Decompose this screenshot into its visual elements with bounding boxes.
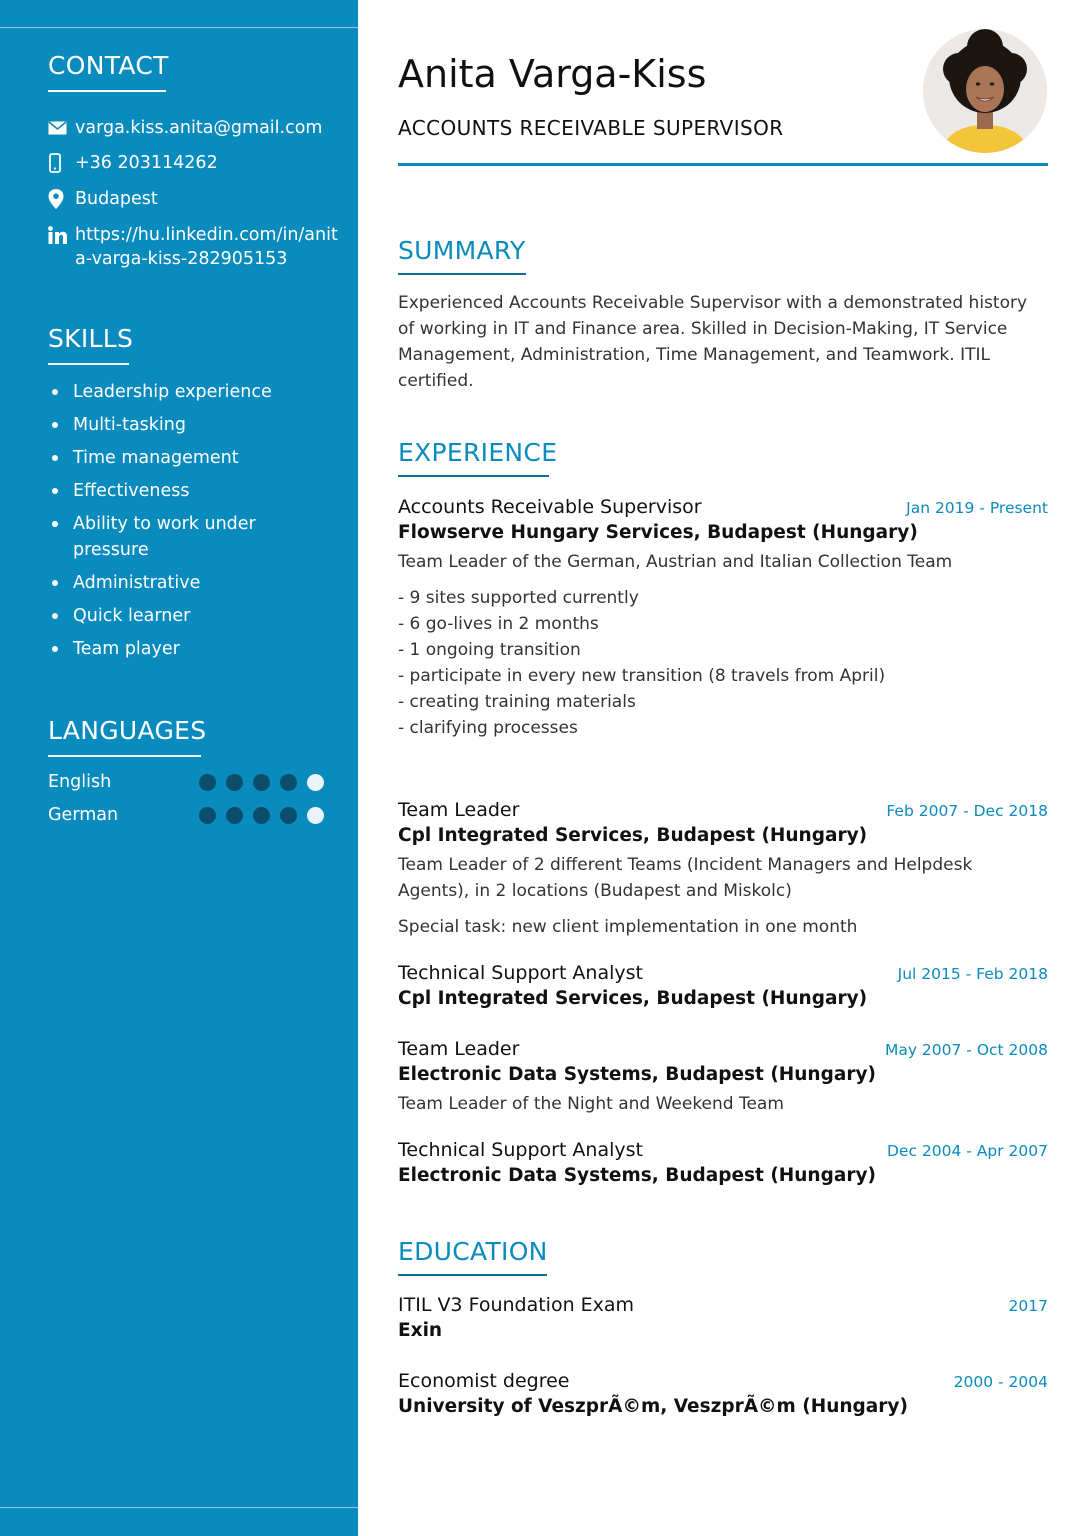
level-dot-empty [307, 774, 324, 791]
job-description: Team Leader of the Night and Weekend Team [398, 1094, 784, 1114]
level-dot-empty [307, 807, 324, 824]
language-level-dots [199, 774, 324, 791]
skills-heading-underline [48, 363, 129, 365]
skills-heading: SKILLS [48, 324, 134, 353]
education-entry [398, 1293, 1048, 1343]
language-row [48, 805, 324, 825]
job-bullet: - 9 sites supported currently [398, 588, 639, 608]
sidebar-bottom-divider [0, 1507, 358, 1508]
education-title: Economist degree [398, 1370, 570, 1392]
job-title: Team Leader [398, 799, 520, 821]
job-date: Dec 2004 - Apr 2007 [886, 1142, 1048, 1160]
skill-item: Administrative [48, 570, 338, 596]
job-date: Feb 2007 - Dec 2018 [886, 802, 1048, 820]
experience-entry [398, 1037, 1048, 1117]
phone-icon [48, 151, 75, 175]
level-dot-filled [226, 807, 243, 824]
skill-item: Multi-tasking [48, 412, 338, 438]
job-bullet: - 6 go-lives in 2 months [398, 614, 599, 634]
languages-heading: LANGUAGES [48, 716, 207, 745]
location-pin-icon [48, 187, 75, 211]
location-text: Budapest [75, 189, 158, 209]
education-org: Exin [398, 1320, 443, 1341]
level-dot-filled [280, 774, 297, 791]
experience-heading: EXPERIENCE [398, 438, 558, 467]
skill-item: Quick learner [48, 603, 338, 629]
level-dot-filled [226, 774, 243, 791]
contact-linkedin[interactable] [48, 223, 338, 271]
contact-location [48, 187, 338, 211]
job-org: Cpl Integrated Services, Budapest (Hungary) [398, 988, 868, 1009]
job-description: Special task: new client implementation in one month [398, 917, 858, 937]
experience-entry [398, 1138, 1048, 1188]
job-bullets [398, 585, 1048, 741]
job-date: Jan 2019 - Present [906, 499, 1048, 517]
sidebar-top-divider [0, 27, 358, 28]
job-date: Jul 2015 - Feb 2018 [897, 965, 1048, 983]
experience-heading-underline [398, 475, 549, 477]
job-description: Team Leader of 2 different Teams (Incident Managers and Helpdesk Agents), in 2 locations (Budapest and Miskolc) [398, 855, 973, 901]
contact-heading: CONTACT [48, 51, 169, 80]
contact-email[interactable] [48, 116, 338, 140]
job-title: Team Leader [398, 1038, 520, 1060]
language-name: English [48, 772, 112, 792]
skill-item: Leadership experience [48, 379, 338, 405]
job-bullet: - participate in every new transition (8 travels from April) [398, 666, 886, 686]
phone-text: +36 203114262 [75, 153, 218, 173]
skills-list [48, 379, 338, 669]
experience-entry [398, 961, 1048, 1011]
job-org: Flowserve Hungary Services, Budapest (Hungary) [398, 522, 918, 543]
job-bullet: - 1 ongoing transition [398, 640, 581, 660]
contact-heading-underline [48, 90, 166, 92]
language-row [48, 772, 324, 792]
job-bullet: - creating training materials [398, 692, 636, 712]
profile-photo [923, 29, 1047, 153]
education-title: ITIL V3 Foundation Exam [398, 1294, 635, 1316]
envelope-icon [48, 116, 75, 140]
contact-phone[interactable] [48, 151, 338, 175]
job-org: Electronic Data Systems, Budapest (Hungary) [398, 1064, 876, 1085]
job-date: May 2007 - Oct 2008 [884, 1041, 1048, 1059]
job-description: Team Leader of the German, Austrian and Italian Collection Team [398, 552, 953, 572]
job-bullet: - clarifying processes [398, 718, 578, 738]
skill-item: Time management [48, 445, 338, 471]
education-org: University of VeszprÃ©m, VeszprÃ©m (Hungary) [398, 1396, 908, 1417]
level-dot-filled [199, 807, 216, 824]
header-divider [398, 163, 1048, 166]
education-date: 2017 [1008, 1297, 1048, 1315]
summary-text: Experienced Accounts Receivable Supervisor with a demonstrated history of working in IT and Finance area. Skilled in Decision-Making, IT Service Management, Administration, Time Management, and Teamwork. ITIL certified. [398, 293, 1028, 391]
job-title: Accounts Receivable Supervisor [398, 496, 702, 518]
job-title: Technical Support Analyst [398, 1139, 643, 1161]
linkedin-icon [48, 223, 75, 247]
experience-entry [398, 495, 1048, 741]
job-org: Cpl Integrated Services, Budapest (Hungary) [398, 825, 868, 846]
job-org: Electronic Data Systems, Budapest (Hungary) [398, 1165, 876, 1186]
level-dot-filled [253, 807, 270, 824]
linkedin-text: https://hu.linkedin.com/in/anita-varga-kiss-282905153 [75, 225, 338, 269]
skill-item: Team player [48, 636, 338, 662]
sidebar [0, 0, 358, 1536]
candidate-title: ACCOUNTS RECEIVABLE SUPERVISOR [398, 116, 784, 140]
level-dot-filled [253, 774, 270, 791]
summary-heading-underline [398, 273, 526, 275]
education-date: 2000 - 2004 [953, 1373, 1048, 1391]
email-text: varga.kiss.anita@gmail.com [75, 118, 323, 138]
education-entry [398, 1369, 1048, 1419]
education-heading: EDUCATION [398, 1237, 548, 1266]
language-level-dots [199, 807, 324, 824]
experience-entry [398, 798, 1048, 940]
level-dot-filled [280, 807, 297, 824]
level-dot-filled [199, 774, 216, 791]
language-name: German [48, 805, 119, 825]
skill-item: Effectiveness [48, 478, 338, 504]
candidate-name: Anita Varga-Kiss [398, 52, 707, 96]
job-title: Technical Support Analyst [398, 962, 643, 984]
summary-heading: SUMMARY [398, 236, 526, 265]
skill-item: Ability to work under pressure [48, 511, 268, 563]
education-heading-underline [398, 1274, 547, 1276]
languages-heading-underline [48, 755, 201, 757]
